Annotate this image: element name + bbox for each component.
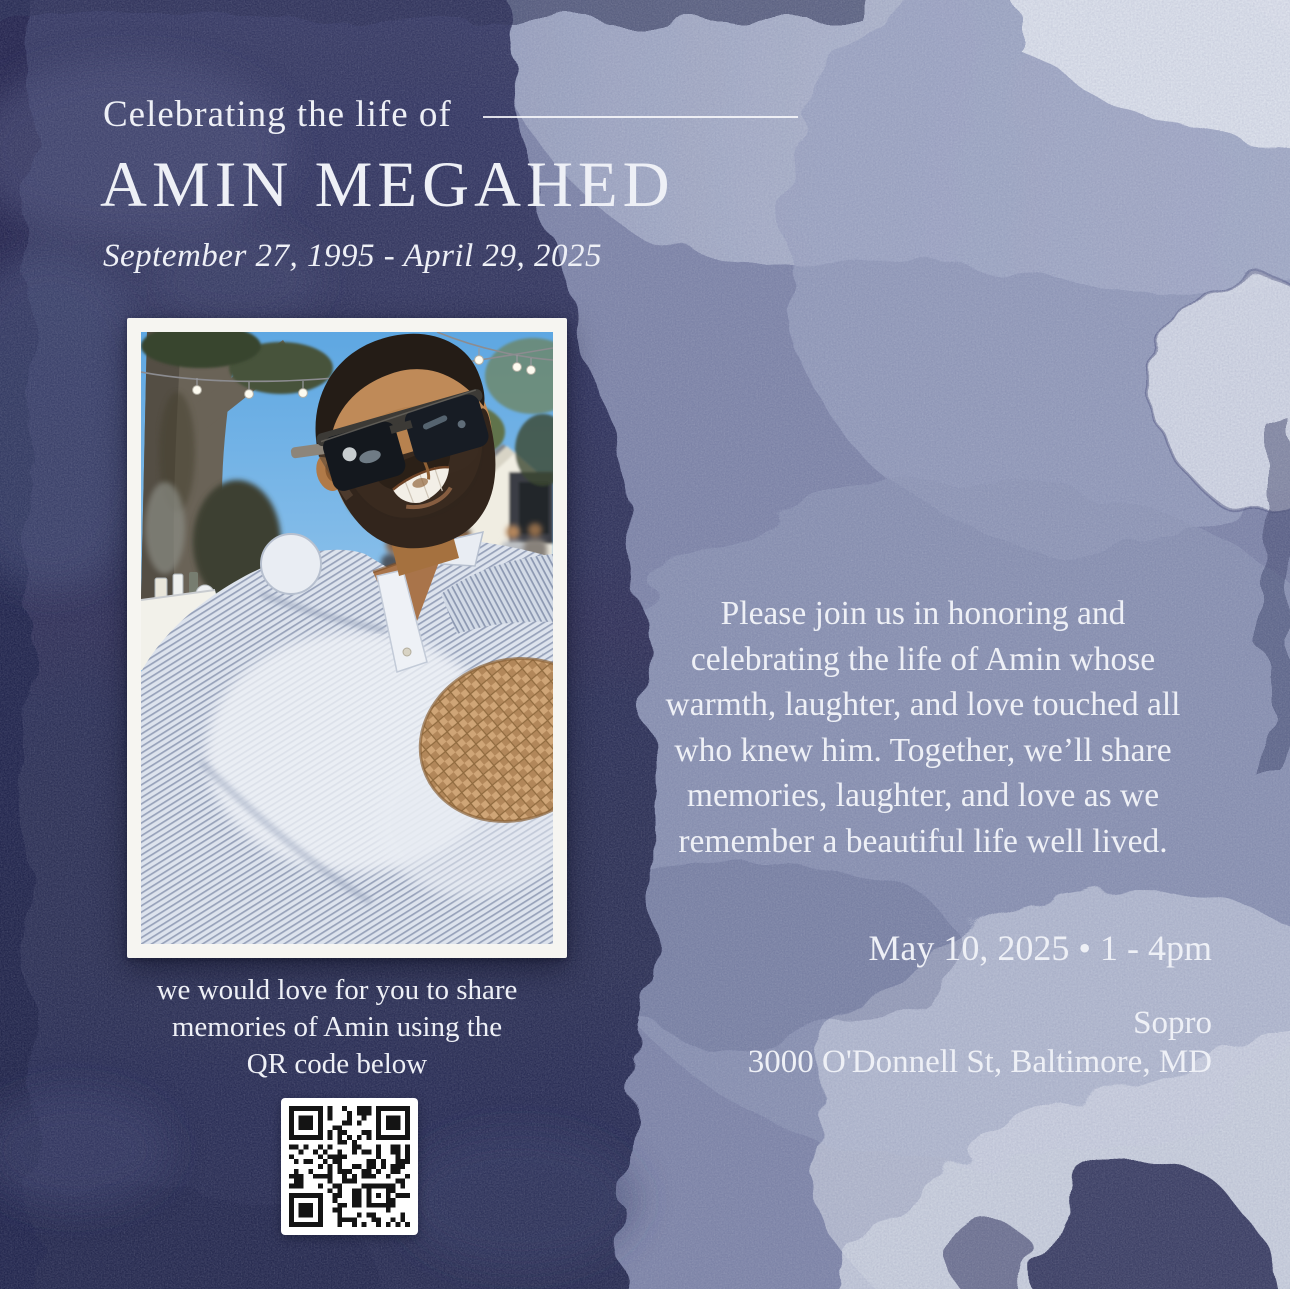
event-venue: [600, 1004, 1212, 1082]
invitation-line: remember a beautiful life well lived.: [678, 822, 1168, 860]
photo-caption: [87, 972, 587, 1083]
photo-caption-line: memories of Amin using the: [171, 1011, 503, 1043]
portrait-photo: [127, 318, 567, 958]
event-datetime: May 10, 2025 • 1 - 4pm: [868, 928, 1212, 968]
portrait-illustration: [141, 332, 553, 944]
life-dates: September 27, 1995 - April 29, 2025: [103, 238, 603, 274]
venue-address: 3000 O'Donnell St, Baltimore, MD: [747, 1044, 1212, 1080]
page-title: AMIN MEGAHED: [100, 149, 675, 221]
header-rule: [483, 116, 798, 118]
invitation-line: warmth, laughter, and love touched all: [665, 686, 1181, 723]
photo-caption-line: we would love for you to share: [156, 974, 518, 1006]
venue-name: Sopro: [1133, 1005, 1212, 1041]
invitation-line: Please join us in honoring and: [720, 595, 1126, 632]
invitation-text: [597, 591, 1249, 864]
header-eyebrow: Celebrating the life of: [103, 94, 452, 135]
invitation-line: memories, laughter, and love as we: [686, 777, 1160, 814]
qr-code: [281, 1098, 418, 1235]
invitation-line: who knew him. Together, we’ll share: [674, 731, 1172, 769]
photo-caption-line: QR code below: [246, 1048, 428, 1080]
invitation-line: celebrating the life of Amin whose: [690, 640, 1156, 678]
